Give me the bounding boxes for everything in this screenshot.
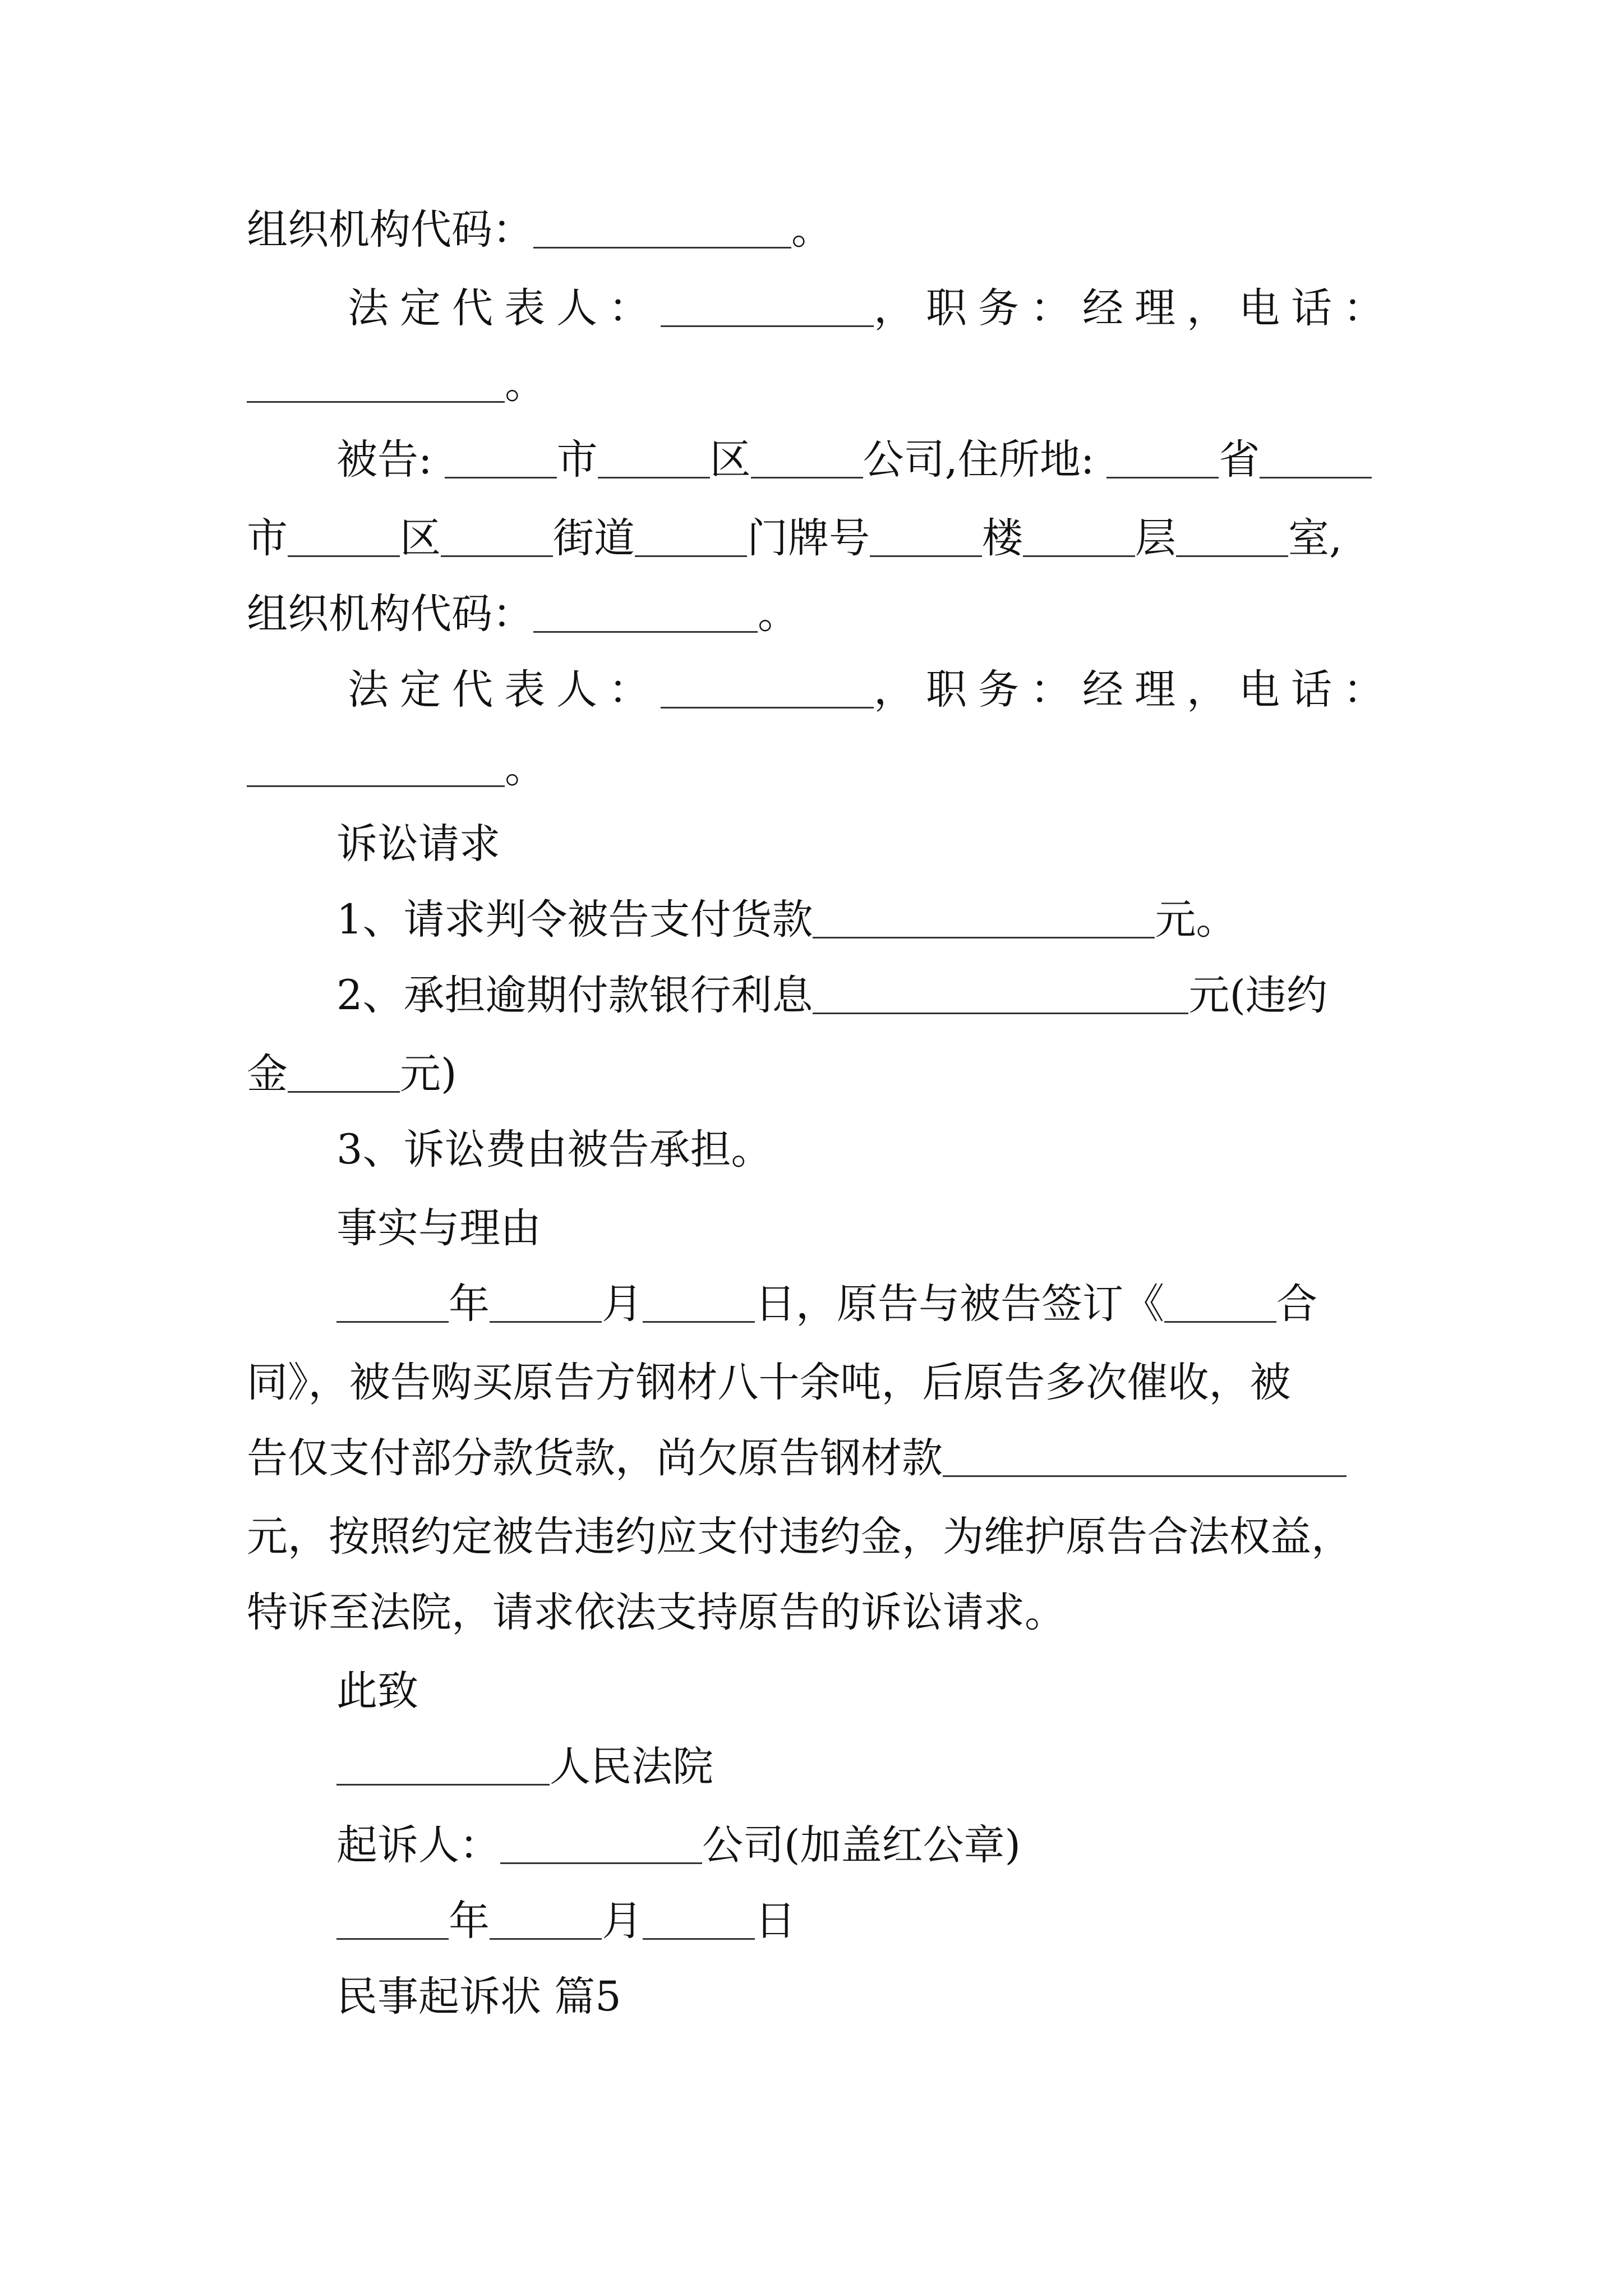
plaintiff-phone-line: 。	[247, 348, 1623, 421]
plaintiff-signature-line: 起诉人： 公司(加盖红公章)	[336, 1821, 1021, 1869]
facts-heading: 事实与理由	[336, 1204, 541, 1252]
claims-heading: 诉讼请求	[336, 820, 500, 868]
claim-2-cont: 金 元)	[247, 1050, 457, 1098]
org-code-blank	[533, 208, 791, 249]
facts-line-2: 同》，被告购买原告方钢材八十余吨，后原告多次催收，被	[247, 1359, 1291, 1406]
facts-line-1: 年 月 日，原告与被告签订《 合	[336, 1268, 1623, 1341]
section-title: 民事起诉状 篇5	[336, 1973, 621, 2021]
representative-blank	[661, 286, 874, 327]
defendant-representative-line: 法定代表人： ，职务：经理，电话：	[348, 666, 1395, 714]
facts-line-5: 特诉至法院，请求依法支持原告的诉讼请求。	[247, 1589, 1066, 1636]
defendant-address-line: 市 区 街道 门牌号 楼 层 室,	[247, 514, 1343, 562]
plaintiff-representative-line: 法定代表人： ，职务：经理，电话：	[348, 284, 1395, 332]
phone-blank	[247, 362, 505, 403]
claim-2: 2、承担逾期付款银行利息 元(违约	[336, 972, 1327, 1019]
representative-label: 法定代表人：	[348, 284, 661, 332]
plaintiff-org-code-line: 组织机构代码： 。	[247, 206, 832, 254]
facts-line-3: 告仅支付部分款货款，尚欠原告钢材款	[247, 1422, 1623, 1495]
facts-line-4: 元，按照约定被告违约应支付违约金，为维护原告合法权益，	[247, 1513, 1352, 1561]
claim-1: 1、请求判令被告支付货款 元。	[336, 896, 1237, 944]
defendant-org-code-line: 组织机构代码： 。	[247, 590, 799, 638]
date-line: 年 月 日	[336, 1885, 1623, 1958]
org-code-label: 组织机构代码：	[247, 206, 533, 254]
defendant-phone-line: 。	[247, 732, 1623, 805]
salutation: 此致	[336, 1667, 418, 1715]
defendant-line: 被告: 市 区 公司,住所地: 省	[336, 424, 1623, 496]
claim-3: 3、诉讼费由被告承担。	[336, 1126, 772, 1174]
court-line: 人民法院	[336, 1731, 1623, 1803]
